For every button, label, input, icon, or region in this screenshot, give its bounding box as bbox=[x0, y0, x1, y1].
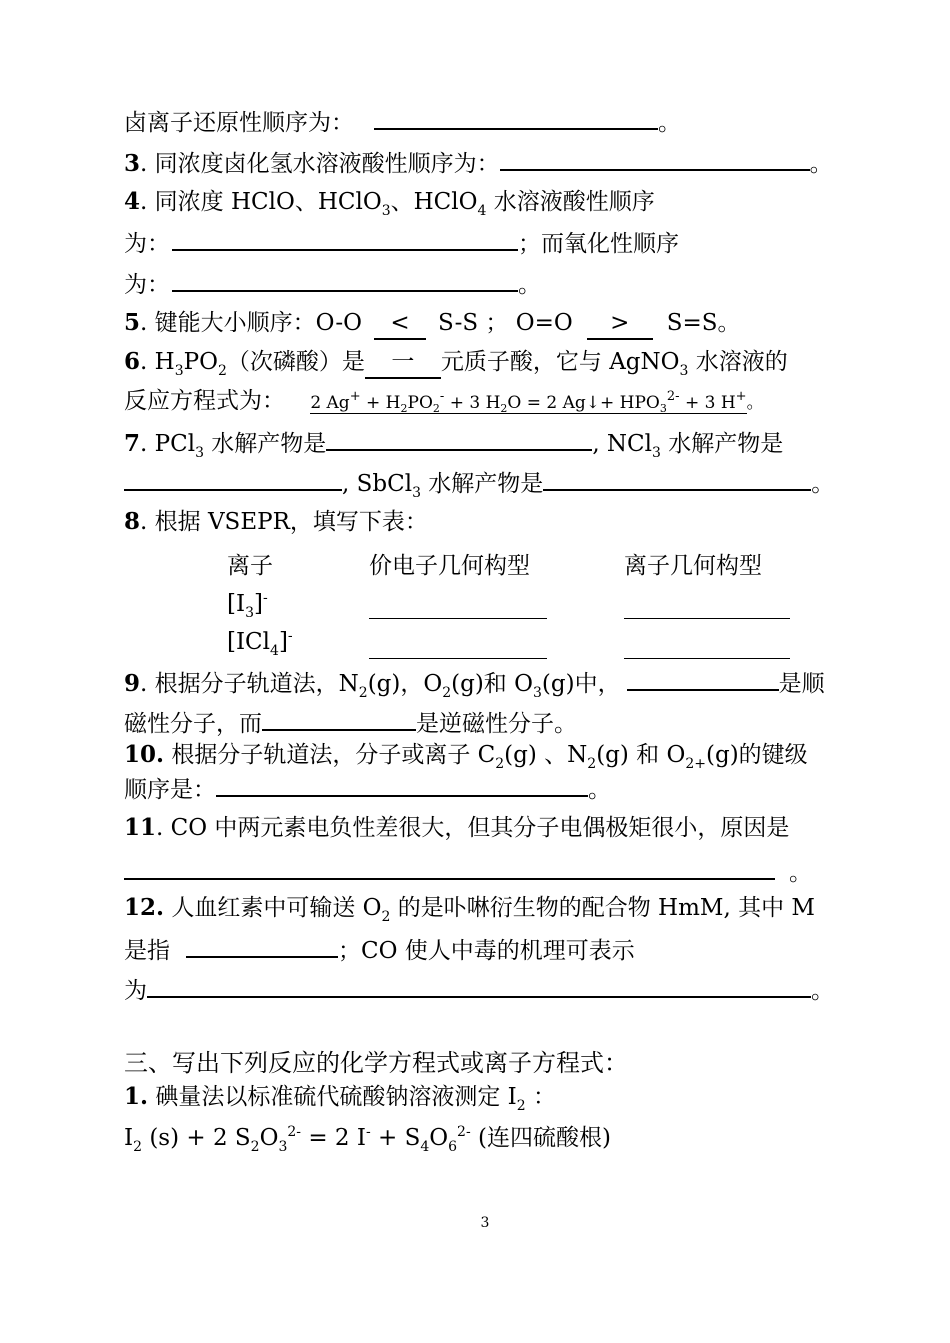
answer-blank[interactable] bbox=[147, 974, 811, 998]
answer-blank[interactable] bbox=[186, 934, 338, 958]
answer-blank[interactable] bbox=[369, 636, 547, 659]
table-row-ion: $[I_3]^-$ bbox=[227, 590, 268, 621]
section-title: 三、写出下列反应的化学方程式或离子方程式： bbox=[124, 1049, 628, 1077]
question-10: 10. 根据分子轨道法，分子或离子 $C_2(g)$ 、$N_2(g)$ 和 $O_{2+}(g)$的键级 bbox=[124, 741, 808, 772]
question-4-line2: 为： ；而氧化性顺序 bbox=[124, 227, 679, 259]
question-9-line2: 磁性分子，而 是逆磁性分子。 bbox=[124, 707, 577, 739]
question-4: 4. 同浓度 HClO、HClO$_3$、HClO$_4$ 水溶液酸性顺序 bbox=[124, 188, 655, 219]
answer-blank[interactable] bbox=[369, 596, 547, 619]
question-3: 3. 同浓度卤化氢水溶液酸性顺序为： 。 bbox=[124, 147, 833, 179]
question-12: 12. 人血红素中可输送 $O_2$ 的是卟啉衍生物的配合物 HmM, 其中 M bbox=[124, 894, 815, 925]
answer-blank[interactable] bbox=[124, 856, 775, 880]
answer-filled[interactable]: < bbox=[374, 308, 426, 340]
question-11: 11. CO 中两元素电负性差很大，但其分子电偶极矩很小，原因是 bbox=[124, 814, 790, 841]
question-7-line2: , SbCl$_3$ 水解产物是 。 bbox=[124, 467, 834, 499]
question-10-line2: 顺序是： 。 bbox=[124, 773, 611, 805]
answer-blank[interactable] bbox=[543, 467, 811, 491]
answer-blank[interactable] bbox=[500, 147, 810, 171]
answer-blank[interactable] bbox=[172, 268, 518, 292]
question-9: 9. 根据分子轨道法，$N_2(g)$，$O_2(g)$和 $O_3(g)$中， 是顺 bbox=[124, 667, 825, 699]
answer-blank[interactable] bbox=[172, 227, 518, 251]
table-header-ion: 离子 bbox=[227, 553, 273, 579]
answer-blank[interactable] bbox=[624, 636, 790, 659]
answer-blank[interactable] bbox=[627, 667, 779, 691]
answer-blank[interactable] bbox=[216, 773, 588, 797]
question-5: 5. 键能大小顺序：O-O < S-S ； O=O > S=S。 bbox=[124, 308, 741, 340]
question-6-line2: 反应方程式为： 2 $Ag^+ + H_2PO_2^- + 3$ $H_2O = 2$ Ag↓+ $HPO_3^{2-} + 3$ H+。 bbox=[124, 388, 764, 415]
answer-blank[interactable] bbox=[374, 106, 658, 130]
section3-question-1: 1. 碘量法以标准硫代硫酸钠溶液测定 $I_2$ ： bbox=[124, 1083, 556, 1114]
answer-filled[interactable]: 一 bbox=[365, 347, 441, 379]
reaction-equation: 2 $Ag^+ + H_2PO_2^- + 3$ $H_2O = 2$ Ag↓+ $HPO_3^{2-} + 3$ H+ bbox=[310, 389, 747, 415]
table-header-ion-geometry: 离子几何构型 bbox=[624, 553, 762, 579]
question-12-line2: 是指 ；CO 使人中毒的机理可表示 bbox=[124, 934, 635, 966]
answer-blank[interactable] bbox=[124, 467, 342, 491]
iodometry-equation: $I_2$ (s) + 2 $S_2O_3^{2-} = 2$ $I^- + S_4O_6^{2-}$ (连四硫酸根) bbox=[124, 1124, 611, 1155]
answer-blank[interactable] bbox=[262, 707, 416, 731]
question-4-line3: 为： 。 bbox=[124, 268, 541, 300]
question-6: 6. $H_3PO_2$（次磷酸）是 一 元质子酸，它与 AgNO$_3$ 水溶液的 bbox=[124, 348, 788, 379]
table-header-electron-geometry: 价电子几何构型 bbox=[369, 553, 530, 579]
page-number: 3 bbox=[480, 1215, 490, 1231]
question-8: 8. 根据 VSEPR，填写下表： bbox=[124, 508, 428, 535]
q2-continuation: 卤离子还原性顺序为： 。 bbox=[124, 106, 681, 138]
table-row-ion: [ICl$_4$]- bbox=[227, 628, 293, 659]
answer-filled[interactable]: > bbox=[587, 308, 653, 340]
question-11-line2: 。 bbox=[124, 856, 812, 888]
answer-blank[interactable] bbox=[624, 596, 790, 619]
question-7: 7. PCl$_3$ 水解产物是 , NCl$_3$ 水解产物是 bbox=[124, 427, 783, 459]
question-12-line3: 为 。 bbox=[124, 974, 834, 1006]
answer-blank[interactable] bbox=[326, 427, 592, 451]
